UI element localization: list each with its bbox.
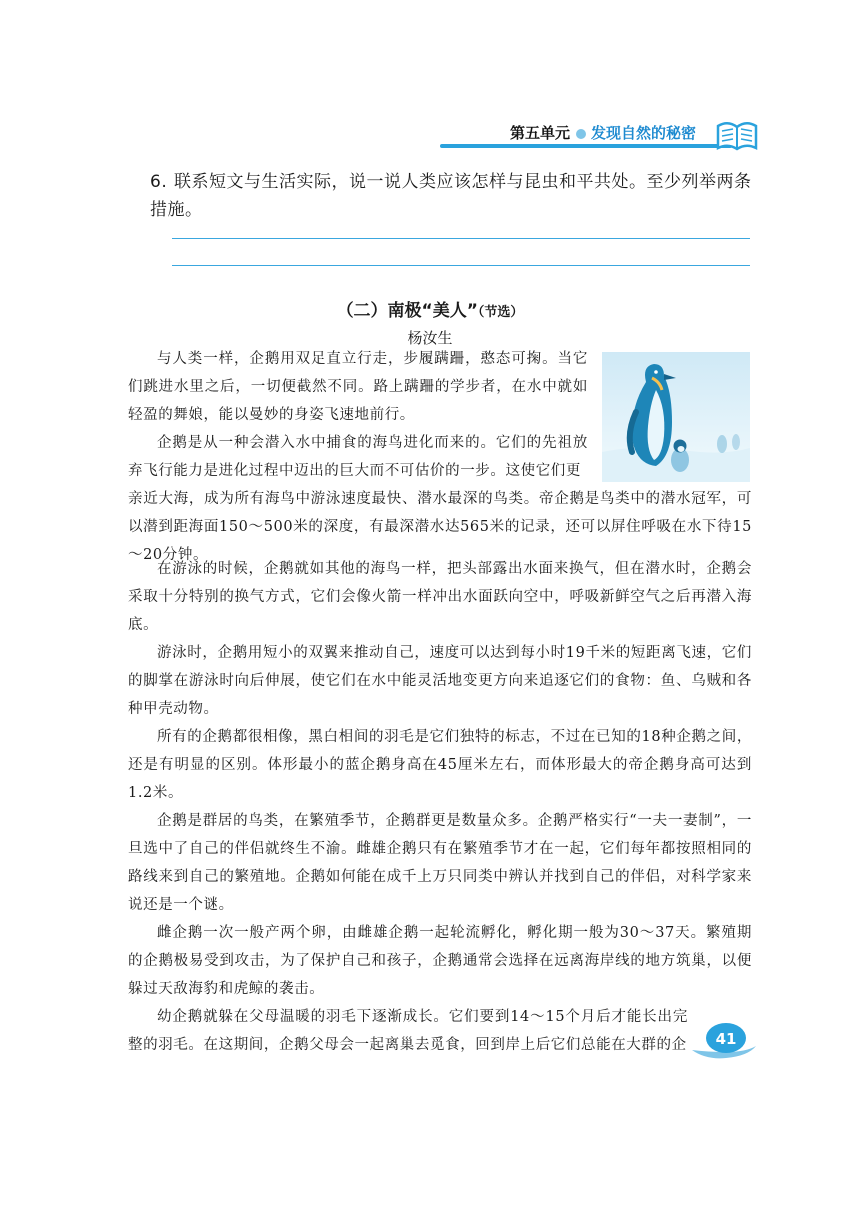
paragraph-7: 雌企鹅一次一般产两个卵，由雌雄企鹅一起轮流孵化，孵化期一般为30～37天。繁殖期的企鹅极易受到攻击，为了保护自己和孩子，企鹅通常会选择在远离海岸线的地方筑巢，以便躲过天敌海豹和虎鲸的袭击。	[128, 925, 752, 997]
header-rule	[440, 144, 732, 148]
question-number: 6.	[150, 172, 168, 192]
question-6	[150, 168, 760, 224]
article-title-note: （节选）	[477, 305, 524, 320]
paragraph-4: 游泳时，企鹅用短小的双翼来推动自己，速度可以达到每小时19千米的短距离飞速，它们的脚掌在游泳时向后伸展，使它们在水中能灵活地变更方向来追逐它们的食物：鱼、乌贼和各种甲壳动物。	[128, 645, 752, 717]
page-number-badge	[686, 1020, 760, 1060]
article-author: 杨汝生	[407, 329, 453, 347]
paragraph-2-wide: 亲近大海，成为所有海鸟中游泳速度最快、潜水最深的鸟类。帝企鹅是鸟类中的潜水冠军，可以潜到距海面150～500米的深度，有最深潜水达565米的记录，还可以屏住呼吸在水下待15～20分钟。	[128, 491, 752, 563]
unit-topic: 发现自然的秘密	[590, 124, 696, 142]
question-text: 联系短文与生活实际，说一说人类应该怎样与昆虫和平共处。至少列举两条措施。	[150, 172, 752, 220]
answer-line-2[interactable]	[172, 265, 750, 266]
article-title	[0, 296, 860, 321]
paragraph-6: 企鹅是群居的鸟类，在繁殖季节，企鹅群更是数量众多。企鹅严格实行“一夫一妻制”，一旦选中了自己的伴侣就终生不渝。雌雄企鹅只有在繁殖季节才在一起，它们每年都按照相同的路线来到自己的繁殖地。企鹅如何能在成千上万只同类中辨认并找到自己的伴侣，对科学家来说还是一个谜。	[128, 813, 752, 913]
article-title-main: （二）南极“美人”	[336, 301, 478, 321]
unit-label: 第五单元	[509, 124, 570, 142]
page-header	[440, 118, 760, 158]
paragraph-8: 幼企鹅就躲在父母温暖的羽毛下逐渐成长。它们要到14～15个月后才能长出完整的羽毛。在这期间，企鹅父母会一起离巢去觅食，回到岸上后它们总能在大群的企	[128, 1009, 688, 1053]
paragraph-5: 所有的企鹅都很相像，黑白相间的羽毛是它们独特的标志，不过在已知的18种企鹅之间，还是有明显的区别。体形最小的蓝企鹅身高在45厘米左右，而体形最大的帝企鹅身高可达到1.2米。	[128, 729, 752, 801]
penguin-illustration	[602, 352, 750, 482]
header-text	[510, 122, 696, 143]
paragraph-3: 在游泳的时候，企鹅就如其他的海鸟一样，把头部露出水面来换气，但在潜水时，企鹅会采取十分特别的换气方式，它们会像火箭一样冲出水面跃向空中，呼吸新鲜空气之后再潜入海底。	[128, 561, 752, 633]
open-book-icon	[714, 118, 760, 154]
header-dot-icon	[576, 129, 586, 139]
paragraph-1: 与人类一样，企鹅用双足直立行走，步履蹒跚，憨态可掬。当它们跳进水里之后，一切便截然不同。路上蹒跚的学步者，在水中就如轻盈的舞娘，能以曼妙的身姿飞速地前行。	[128, 351, 588, 423]
paragraph-2-narrow: 企鹅是从一种会潜入水中捕食的海鸟进化而来的。它们的先祖放弃飞行能力是进化过程中迈出的巨大而不可估价的一步。这使它们更	[128, 435, 588, 479]
answer-line-1[interactable]	[172, 238, 750, 239]
page-number: 41	[715, 1030, 737, 1048]
